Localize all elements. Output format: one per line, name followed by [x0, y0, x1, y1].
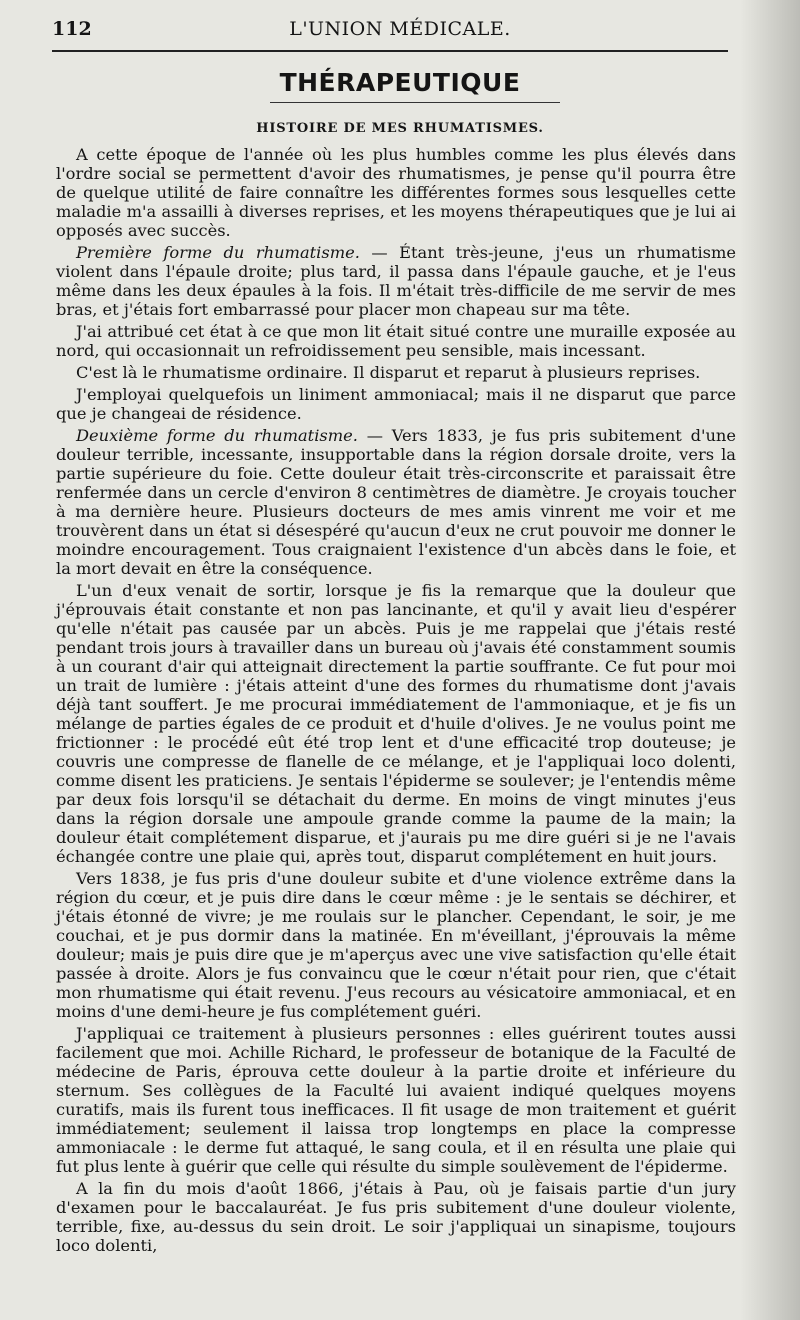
paragraph-text: A la fin du mois d'août 1866, j'étais à Pau, où je faisais partie d'un jury d'examen pour le baccalauréat. Je fus pris subitement d'une douleur violente, terrible, fixe, au-dessus du sein droit. Le soir j'appliquai un sinapisme, toujours loco dolenti,	[56, 1179, 736, 1255]
article-body	[56, 145, 736, 1258]
paragraph	[56, 426, 736, 578]
paragraph-text: Vers 1838, je fus pris d'une douleur subite et d'une violence extrême dans la région du cœur, et je puis dire dans le cœur même : je le sentais se déchirer, et j'étais étonné de vivre; je me roulais sur le plancher. Cependant, le soir, je me couchai, et je pus dormir dans la matinée. En m'éveillant, j'éprouvais la même douleur; mais je puis dire que je m'aperçus avec une vive satisfaction qu'elle était passée à droite. Alors je fus convaincu que le cœur n'était pour rien, que c'était mon rhumatisme qui était revenu. J'eus recours au vésicatoire ammoniacal, et en moins d'une demi-heure je fus complétement guéri.	[56, 869, 736, 1021]
paragraph-lead: Deuxième forme du rhumatisme.	[76, 426, 358, 445]
paragraph	[56, 581, 736, 866]
paragraph	[56, 385, 736, 423]
paragraph-text: C'est là le rhumatisme ordinaire. Il disparut et reparut à plusieurs reprises.	[76, 363, 701, 382]
section-title: THÉRAPEUTIQUE	[279, 68, 521, 97]
paragraph-text: J'employai quelquefois un liniment ammoniacal; mais il ne disparut que parce que je changeai de résidence.	[56, 385, 736, 423]
section-rule	[270, 102, 560, 103]
paragraph	[56, 363, 736, 382]
paragraph-lead: Première forme du rhumatisme.	[76, 243, 360, 262]
paragraph-text: L'un d'eux venait de sortir, lorsque je fis la remarque que la douleur que j'éprouvais était constante et non pas lancinante, et qu'il y avait lieu d'espérer qu'elle n'était pas causée par un abcès. Puis je me rappelai que j'étais resté pendant trois jours à travailler dans un bureau où j'avais été constamment soumis à un courant d'air qui atteignait directement la partie souffrante. Ce fut pour moi un trait de lumière : j'étais atteint d'une des formes du rhumatisme dont j'avais déjà tant souffert. Je me procurai immédiatement de l'ammoniaque, et je fis un mélange de parties égales de ce produit et d'huile d'olives. Je ne voulus point me frictionner : le procédé eût été trop lent et d'une efficacité trop douteuse; je couvris une compresse de flanelle de ce mélange, et je l'appliquai loco dolenti, comme disent les praticiens. Je sentais l'épiderme se soulever; je l'entendis même par deux fois lorsqu'il se détachait du derme. En moins de vingt minutes j'eus dans la région dorsale une ampoule grande comme la paume de la main; la douleur était complétement disparue, et j'aurais pu me dire guéri si je ne l'avais échangée contre une plaie qui, après tout, disparut complétement en huit jours.	[56, 581, 736, 866]
paragraph-text: — Étant très-jeune, j'eus un rhumatisme violent dans l'épaule droite; plus tard, il passa dans l'épaule gauche, et je l'eus même dans les deux épaules à la fois. Il m'était très-difficile de me servir de mes bras, et j'étais fort embarrassé pour placer mon chapeau sur ma tête.	[56, 243, 737, 319]
paragraph	[56, 243, 736, 319]
header-rule	[52, 50, 728, 52]
paragraph-text: J'appliquai ce traitement à plusieurs personnes : elles guérirent toutes aussi facilement que moi. Achille Richard, le professeur de botanique de la Faculté de médecine de Paris, éprouva cette douleur à la partie droite et inférieure du sternum. Ses collègues de la Faculté lui avaient indiqué quelques moyens curatifs, mais ils furent tous inefficaces. Il fit usage de mon traitement et guérit immédiatement; seulement il laissa trop longtemps en place la compresse ammoniacale : le derme fut attaqué, le sang coula, et il en résulta une plaie qui fut plus lente à guérir que celle qui résulte du simple soulèvement de l'épiderme.	[56, 1024, 736, 1176]
article-title: HISTOIRE DE MES RHUMATISMES.	[256, 121, 544, 136]
paragraph-text: J'ai attribué cet état à ce que mon lit était situé contre une muraille exposée au nord, qui occasionnait un refroidissement peu sensible, mais incessant.	[56, 322, 736, 360]
paragraph	[56, 145, 736, 240]
paragraph	[56, 322, 736, 360]
journal-title: L'UNION MÉDICALE.	[289, 18, 511, 40]
paragraph	[56, 869, 736, 1021]
paragraph	[56, 1024, 736, 1176]
paragraph	[56, 1179, 736, 1255]
paragraph-text: — Vers 1833, je fus pris subitement d'une douleur terrible, incessante, insupportable dans la région dorsale droite, vers la partie supérieure du foie. Cette douleur était très-circonscrite et paraissait être renfermée dans un cercle d'environ 8 centimètres de diamètre. Je croyais toucher à ma dernière heure. Plusieurs docteurs de mes amis vinrent me voir et me trouvèrent dans un état si désespéré qu'aucun d'eux ne crut pouvoir me donner le moindre encouragement. Tous craignaient l'existence d'un abcès dans le foie, et la mort devait en être la conséquence.	[56, 426, 736, 578]
page-number: 112	[52, 18, 92, 40]
running-head	[52, 18, 748, 48]
paragraph-text: A cette époque de l'année où les plus humbles comme les plus élevés dans l'ordre social se permettent d'avoir des rhumatismes, je pense qu'il pourra être de quelque utilité de faire connaître les différentes formes sous lesquelles cette maladie m'a assailli à diverses reprises, et les moyens thérapeutiques que je lui ai opposés avec succès.	[56, 145, 736, 240]
